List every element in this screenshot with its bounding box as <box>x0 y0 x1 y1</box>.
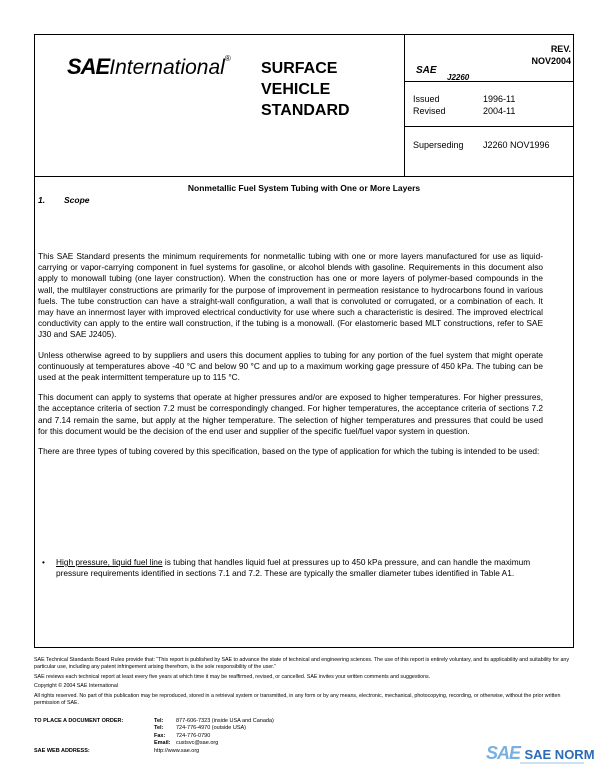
document-number: J2260 <box>447 73 470 82</box>
document-title: Nonmetallic Fuel System Tubing with One or More Layers <box>187 183 421 193</box>
issued-value: 1996-11 <box>483 94 516 104</box>
web-link[interactable]: http://www.sae.org <box>154 747 200 754</box>
order-contact: TO PLACE A DOCUMENT ORDER: Tel: 877-606-7323 (inside USA and Canada) Tel: 724-776-4970 (outside USA) Fax: 724-776-0790 Email: custsvc@sae.org SAE WEB ADDRESS: http://www.sae.org <box>34 718 274 754</box>
standard-type-title: SURFACE VEHICLE STANDARD <box>261 60 350 119</box>
scope-body <box>38 251 543 466</box>
sae-small-logo: SAE <box>416 65 437 76</box>
paragraph: Unless otherwise agreed to by suppliers and users this document applies to tubing for any portion of the fuel system that might operate continuously at temperatures above -40 °C and below 90 °C and up to a maximum working gage pressure of 450 kPa. The tubing can be used at the peak intermittent temperature up to 115 °C. <box>38 349 543 383</box>
paragraph: There are three types of tubing covered by this specification, based on the type of application for which the tubing is intended to be used: <box>38 446 540 457</box>
bullet-text: is tubing that handles liquid fuel at pressures up to 450 kPa pressure, and can handle the maximum pressure requirements identified in sections 7.1 and 7.2. These are typically the smaller diameter tubes identified in Table A1. <box>56 557 531 579</box>
issued-label: Issued <box>413 94 440 104</box>
bullet-icon: • <box>42 557 45 567</box>
revised-label: Revised <box>413 106 446 116</box>
section-heading: 1. Scope <box>38 195 90 205</box>
email-link[interactable]: custsvc@sae.org <box>176 740 219 747</box>
paragraph: This SAE Standard presents the minimum requirements for nonmetallic tubing with one or more layers manufactured for use as liquid-carrying or vapor-carrying component in fuel systems for gasoline, or alcohol blends with gasoline. Requirements in this document also apply to monowall tubing (one layer construction). When the construction has one or more layers of polymer-based compounds in the wall, the multilayer constructions are primarily for the purpose of improvement in permeation resistance to hydrocarbons found in various fuels. The tube construction can have a straight-wall configuration, a wall that is convoluted or corrugated, or a combination of each. It may have an innermost layer with improved electrical conductivity for use where such a characteristic is desired. The improved electrical conductivity can apply to the entire wall construction, if the tubing is a monowall. (For elastomeric based MLT constructions, refer to SAE J30 and SAE J2405). <box>38 251 543 340</box>
revision-box: REV. NOV2004 <box>531 44 571 66</box>
revised-value: 2004-11 <box>483 106 516 116</box>
superseding-value: J2260 NOV1996 <box>483 140 550 150</box>
paragraph: This document can apply to systems that operate at higher pressures and/or are exposed to higher temperatures. For higher pressures, the acceptance criteria of section 7.2 must be correspondingly changed. For higher temperatures, the acceptance criteria of sections 7.2 and 7.14 remain the same, but apply at the higher temperature. The selection of higher temperatures and pressures that could be used for this document would be the decision of the end user and supplier of the specific fuel/fuel vapor system in question. <box>38 392 543 436</box>
bullet-term: High pressure, liquid fuel line <box>56 557 163 567</box>
footer: SAE Technical Standards Board Rules provide that: “This report is published by SAE to advance the state of technical and engineering sciences. The use of this report is entirely voluntary, and its applicability and suitability for any particular use, including any patent infringement arising therefrom, is the sole responsibility of the user.” SAE reviews each technical report at least every five years at which time it may be reaffirmed, revised, or cancelled. SAE invites your written comments and suggestions. Copyright © 2004 SAE International All rights reserved. No part of this publication may be reproduced, stored in a retrieval system or transmitted, in any form or by any means, electronic, mechanical, photocopying, recording, or otherwise, without the prior written permission of SAE. <box>34 657 569 707</box>
sae-international-logo: SAEInternational® <box>67 54 231 79</box>
sae-norm-logo: SAE SAE NORM <box>486 743 595 763</box>
superseding-label: Superseding <box>413 140 464 150</box>
bullet-item <box>42 557 543 579</box>
